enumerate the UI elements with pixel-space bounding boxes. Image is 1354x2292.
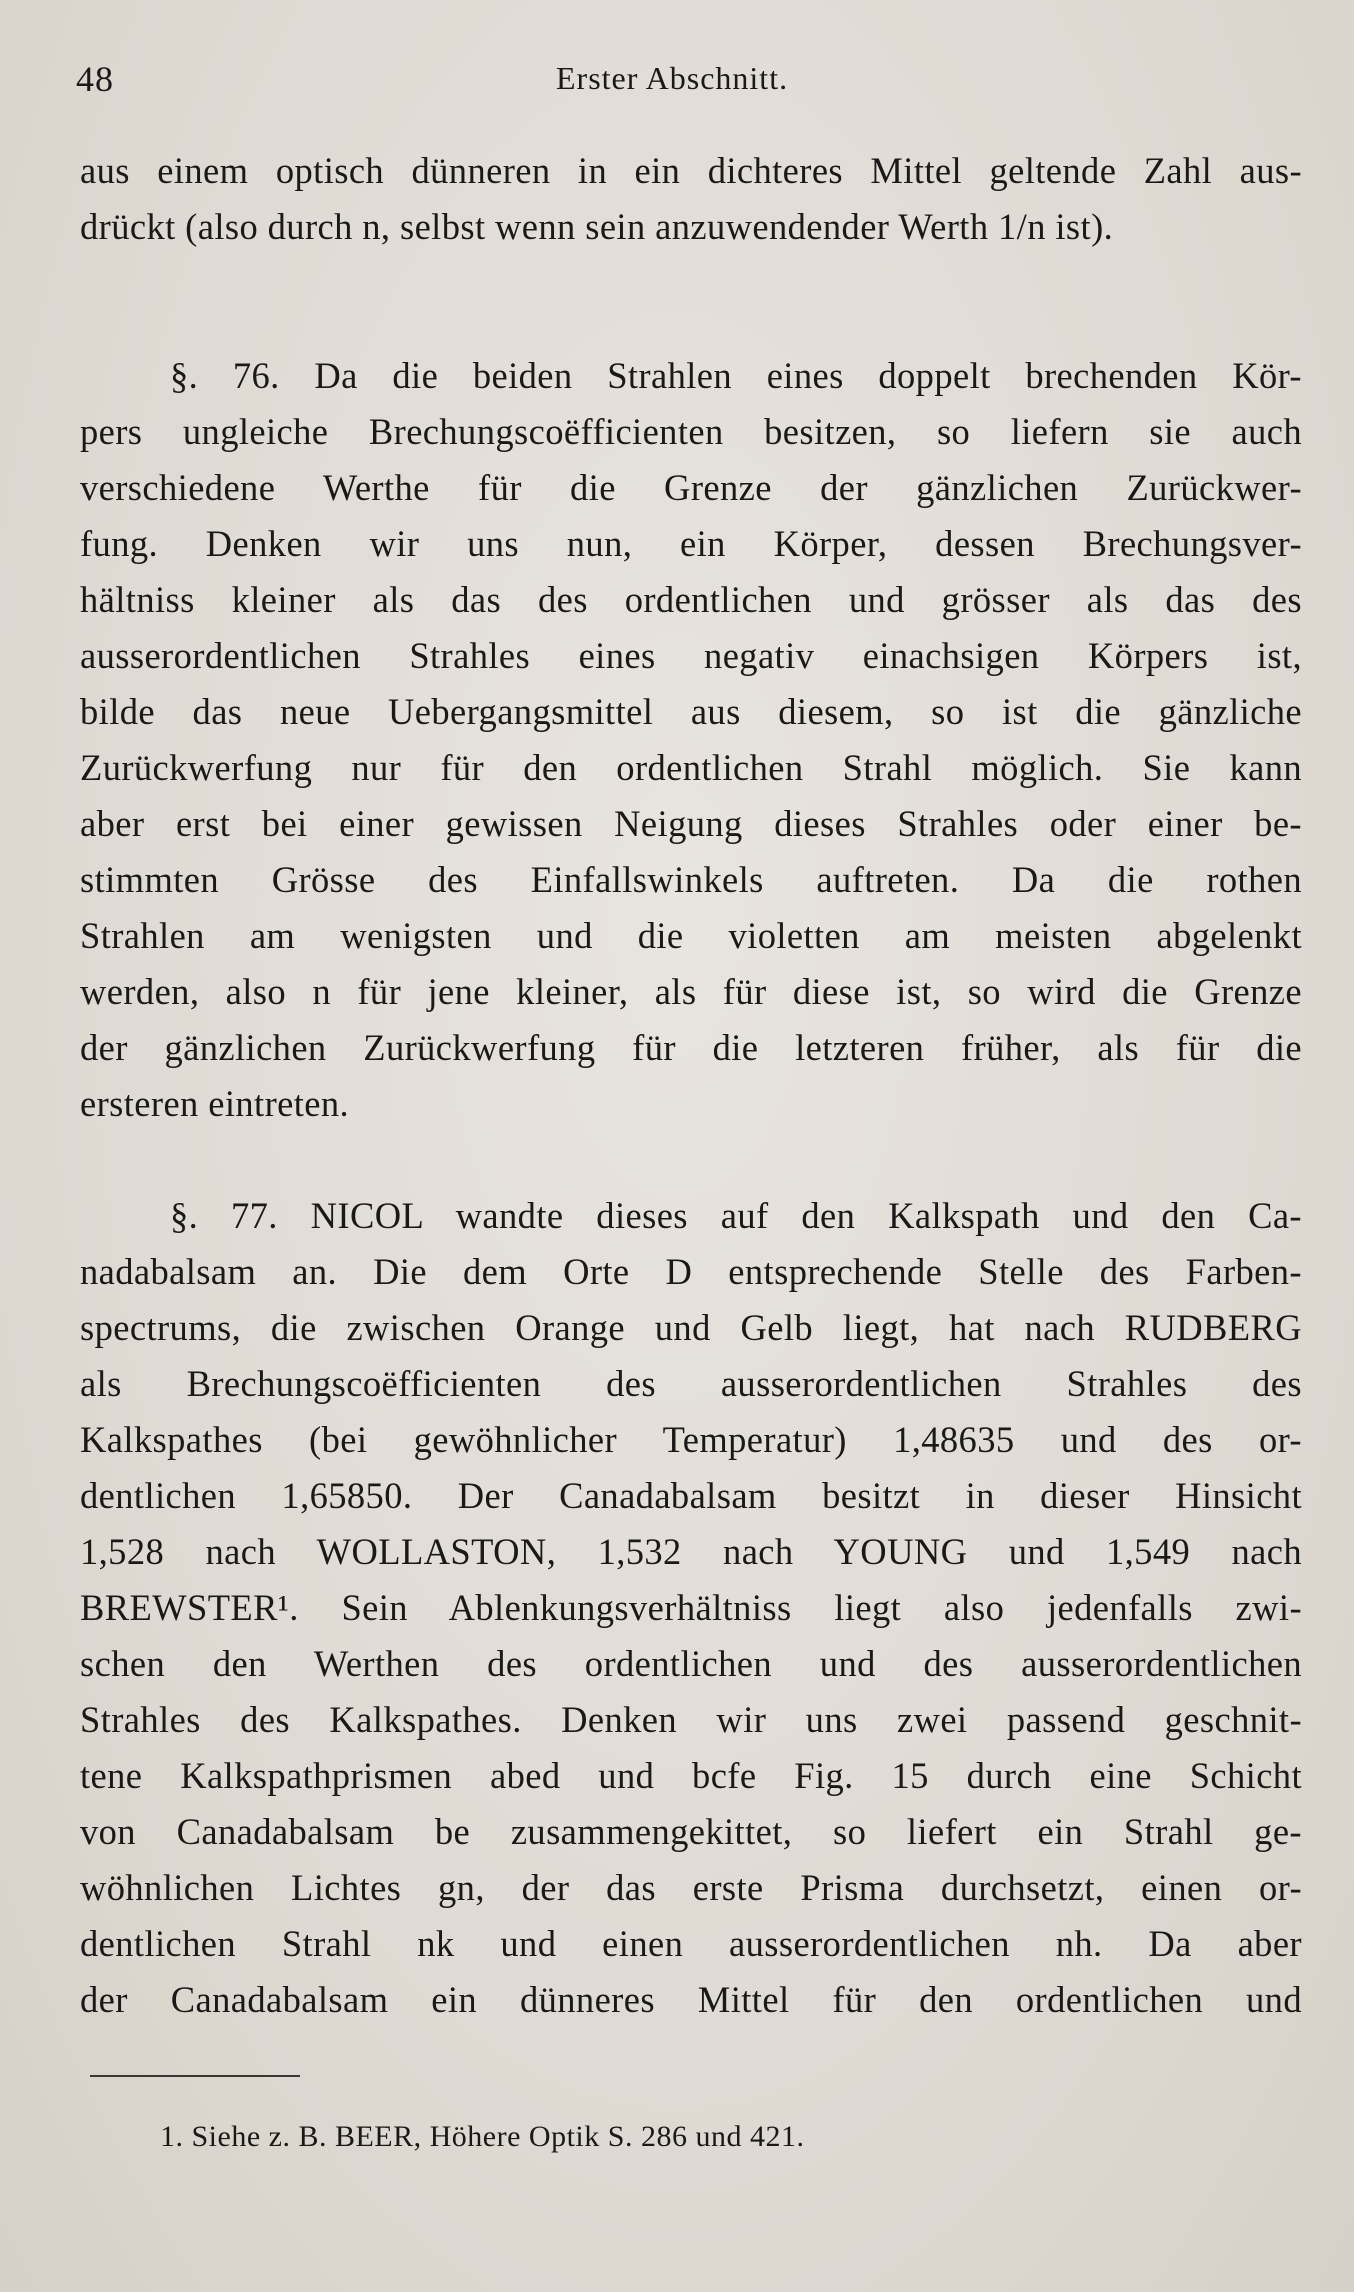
- text-line: dentlichen Strahl nk und einen ausserordentlichen nh. Da aber: [80, 1923, 1302, 1964]
- text-line: werden, also n für jene kleiner, als für diese ist, so wird die Grenze: [80, 971, 1302, 1012]
- section-77: [80, 1188, 1302, 2028]
- text-line: tene Kalkspathprismen abed und bcfe Fig. 15 durch eine Schicht: [80, 1755, 1302, 1796]
- text-line: fung. Denken wir uns nun, ein Körper, dessen Brechungsver-: [80, 523, 1302, 564]
- text-line: nadabalsam an. Die dem Orte D entsprechende Stelle des Farben-: [80, 1251, 1302, 1292]
- footnote-divider: [90, 2075, 300, 2077]
- text-line: aus einem optisch dünneren in ein dichteres Mittel geltende Zahl aus-: [80, 150, 1302, 191]
- text-line: der gänzlichen Zurückwerfung für die letzteren früher, als für die: [80, 1027, 1302, 1068]
- footnote: 1. Siehe z. B. BEER, Höhere Optik S. 286 und 421.: [160, 2120, 805, 2153]
- text-line: aber erst bei einer gewissen Neigung dieses Strahles oder einer be-: [80, 803, 1302, 844]
- text-line: Strahlen am wenigsten und die violetten am meisten abgelenkt: [80, 915, 1302, 956]
- text-line: Zurückwerfung nur für den ordentlichen Strahl möglich. Sie kann: [80, 747, 1302, 788]
- text-line: pers ungleiche Brechungscoëfficienten besitzen, so liefern sie auch: [80, 411, 1302, 452]
- section-76: [80, 348, 1302, 1132]
- paragraph-continuation: [80, 143, 1302, 255]
- page-number: 48: [76, 59, 114, 99]
- text-line: bilde das neue Uebergangsmittel aus diesem, so ist die gänzliche: [80, 691, 1302, 732]
- text-line: Kalkspathes (bei gewöhnlicher Temperatur) 1,48635 und des or-: [80, 1419, 1302, 1460]
- text-line: dentlichen 1,65850. Der Canadabalsam besitzt in dieser Hinsicht: [80, 1475, 1302, 1516]
- section-heading-line: §. 77. NICOL wandte dieses auf den Kalkspath und den Ca-: [170, 1195, 1302, 1236]
- text-line: verschiedene Werthe für die Grenze der gänzlichen Zurückwer-: [80, 467, 1302, 508]
- running-head: Erster Abschnitt.: [556, 60, 789, 96]
- text-line: von Canadabalsam be zusammengekittet, so liefert ein Strahl ge-: [80, 1811, 1302, 1852]
- section-heading-line: §. 76. Da die beiden Strahlen eines doppelt brechenden Kör-: [170, 355, 1302, 396]
- text-line: ausserordentlichen Strahles eines negativ einachsigen Körpers ist,: [80, 635, 1302, 676]
- text-line: hältniss kleiner als das des ordentlichen und grösser als das des: [80, 579, 1302, 620]
- text-line: als Brechungscoëfficienten des ausserordentlichen Strahles des: [80, 1363, 1302, 1404]
- text-line: stimmten Grösse des Einfallswinkels auftreten. Da die rothen: [80, 859, 1302, 900]
- page-header: [76, 58, 1300, 98]
- text-line: schen den Werthen des ordentlichen und des ausserordentlichen: [80, 1643, 1302, 1684]
- text-line: wöhnlichen Lichtes gn, der das erste Prisma durchsetzt, einen or-: [80, 1867, 1302, 1908]
- text-line: Strahles des Kalkspathes. Denken wir uns zwei passend geschnit-: [80, 1699, 1302, 1740]
- text-line: spectrums, die zwischen Orange und Gelb liegt, hat nach RUDBERG: [80, 1307, 1302, 1348]
- text-line: BREWSTER¹. Sein Ablenkungsverhältniss liegt also jedenfalls zwi-: [80, 1587, 1302, 1628]
- text-line: der Canadabalsam ein dünneres Mittel für den ordentlichen und: [80, 1979, 1302, 2020]
- text-line: 1,528 nach WOLLASTON, 1,532 nach YOUNG und 1,549 nach: [80, 1531, 1302, 1572]
- text-line: drückt (also durch n, selbst wenn sein anzuwendender Werth 1/n ist).: [80, 206, 1114, 247]
- text-line: ersteren eintreten.: [80, 1083, 350, 1124]
